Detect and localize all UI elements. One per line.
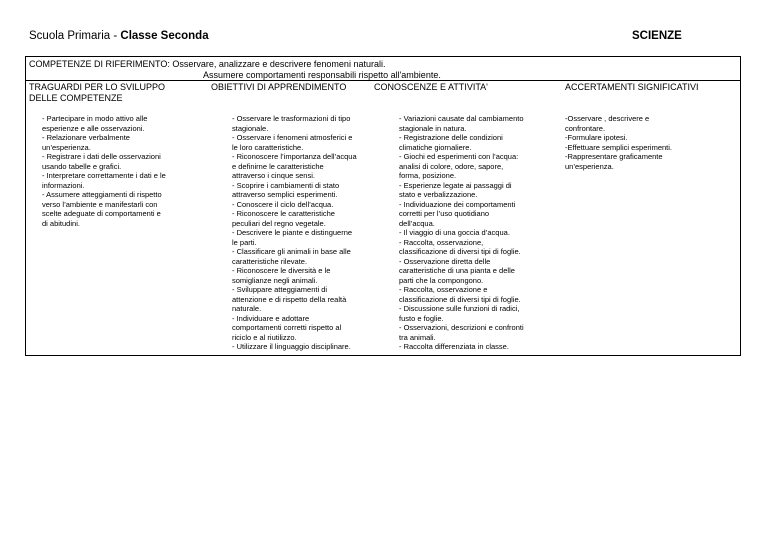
text-line: di abitudini. [42,218,80,228]
text-line: un’esperienza. [565,161,614,171]
text-line: attraverso i cinque sensi. [232,171,315,180]
text-line: - Osservazione diretta delle [399,256,491,266]
text-line: usando tabelle e grafici. [42,161,122,171]
page-header [29,30,209,42]
text-line: - Individuazione dei comportamenti [399,199,516,209]
text-line: - Esperienze legate ai passaggi di [399,180,512,190]
text-line: parti che la compongono. [399,275,484,285]
school-label: Scuola Primaria - [29,30,121,42]
conoscenze-list [399,114,524,352]
competenze-line-1 [29,59,385,70]
text-line: - Osservare i fenomeni atmosferici e [232,133,353,142]
text-line: informazioni. [42,180,85,190]
text-line: -Rappresentare graficamente [565,152,663,161]
traguardi-heading-line1: TRAGUARDI PER LO SVILUPPO [29,82,166,92]
column-heading-conoscenze: CONOSCENZE E ATTIVITA' [374,82,488,92]
text-line: fusto e foglie. [399,313,444,323]
text-line: - Osservare le trasformazioni di tipo [232,114,351,123]
text-line: classificazione di diversi tipi di foglie. [399,294,521,304]
subject-title: SCIENZE [632,30,682,42]
text-line: un’esperienza. [42,142,91,152]
text-line: - Osservazioni, descrizioni e confronti [399,323,524,332]
text-line: naturale. [232,304,262,313]
text-line: - Classificare gli animali in base alle [232,247,351,256]
text-line: - Riconoscere le diversità e le [232,266,331,275]
text-line: - Raccolta differenziata in classe. [399,342,509,351]
text-line: climatiche giornaliere. [399,142,472,152]
column-heading-obiettivi: OBIETTIVI DI APPRENDIMENTO [211,82,347,92]
text-line: le loro caratteristiche. [232,142,304,152]
text-line: - Utilizzare il linguaggio disciplinare. [232,342,351,351]
text-line: stagionale. [232,123,269,133]
text-line: scelte adeguate di comportamenti e [42,209,161,218]
text-line: - Registrazione delle condizioni [399,133,503,142]
text-line: - Variazioni causate dal cambiamento [399,114,524,123]
class-label: Classe Seconda [120,30,209,42]
text-line: -Osservare , descrivere e [565,114,650,123]
text-line: attenzione e di rispetto della realtà [232,294,347,304]
text-line: riciclo e al riutilizzo. [232,332,297,342]
text-line: e definirne le caratteristiche [232,161,324,171]
text-line: - Scoprire i cambiamenti di stato [232,180,340,190]
column-heading-traguardi [29,82,165,104]
text-line: -Effettuare semplici esperimenti. [565,142,672,152]
text-line: corretti per l’uso quotidiano [399,209,490,218]
competenze-label: COMPETENZE DI RIFERIMENTO: [29,59,170,69]
text-line: forma, posizione. [399,171,457,180]
divider [26,80,740,81]
text-line: somiglianze negli animali. [232,275,318,285]
text-line: esperienze e alle osservazioni. [42,123,145,133]
text-line: peculiari del regno vegetale. [232,218,326,228]
text-line: - Relazionare verbalmente [42,133,130,142]
text-line: - Descrivere le piante e distinguerne [232,228,353,237]
text-line: stato e verbalizzazione. [399,190,478,199]
competenze-text-2: Assumere comportamenti responsabili rispetto all'ambiente. [203,70,441,80]
text-line: stagionale in natura. [399,123,467,133]
text-line: tra animali. [399,332,436,342]
text-line: -Formulare ipotesi. [565,133,628,142]
accertamenti-list [565,114,672,171]
text-line: classificazione di diversi tipi di foglie. [399,247,521,256]
text-line: - Conoscere il ciclo dell’acqua. [232,199,334,209]
text-line: analisi di colore, odore, sapore, [399,161,504,171]
text-line: - Assumere atteggiamenti di rispetto [42,190,162,199]
text-line: comportamenti corretti rispetto al [232,323,342,332]
column-heading-accertamenti: ACCERTAMENTI SIGNIFICATIVI [565,82,699,92]
text-line: caratteristiche di una pianta e delle [399,266,515,275]
traguardi-heading-line2: DELLE COMPETENZE [29,93,123,103]
text-line: - Interpretare correttamente i dati e le [42,171,166,180]
text-line: - Registrare i dati delle osservazioni [42,152,161,161]
traguardi-list [42,114,166,228]
competenze-text-1: Osservare, analizzare e descrivere fenomeni naturali. [172,59,386,69]
text-line: - Giochi ed esperimenti con l’acqua: [399,152,519,161]
text-line: dell’acqua. [399,218,435,228]
text-line: verso l’ambiente e manifestarli con [42,199,158,209]
text-line: caratteristiche rilevate. [232,256,308,266]
text-line: le parti. [232,237,257,247]
text-line: - Il viaggio di una goccia d’acqua. [399,228,510,237]
text-line: - Riconoscere le caratteristiche [232,209,335,218]
obiettivi-list [232,114,357,352]
curriculum-table [25,56,741,356]
text-line: attraverso semplici esperimenti. [232,190,338,199]
text-line: confrontare. [565,123,606,133]
text-line: - Individuare e adottare [232,313,310,323]
text-line: - Partecipare in modo attivo alle [42,114,148,123]
text-line: - Sviluppare atteggiamenti di [232,285,328,294]
text-line: - Discussione sulle funzioni di radici, [399,304,520,313]
text-line: - Riconoscere l’importanza dell’acqua [232,152,357,161]
text-line: - Raccolta, osservazione, [399,237,484,247]
text-line: - Raccolta, osservazione e [399,285,488,294]
